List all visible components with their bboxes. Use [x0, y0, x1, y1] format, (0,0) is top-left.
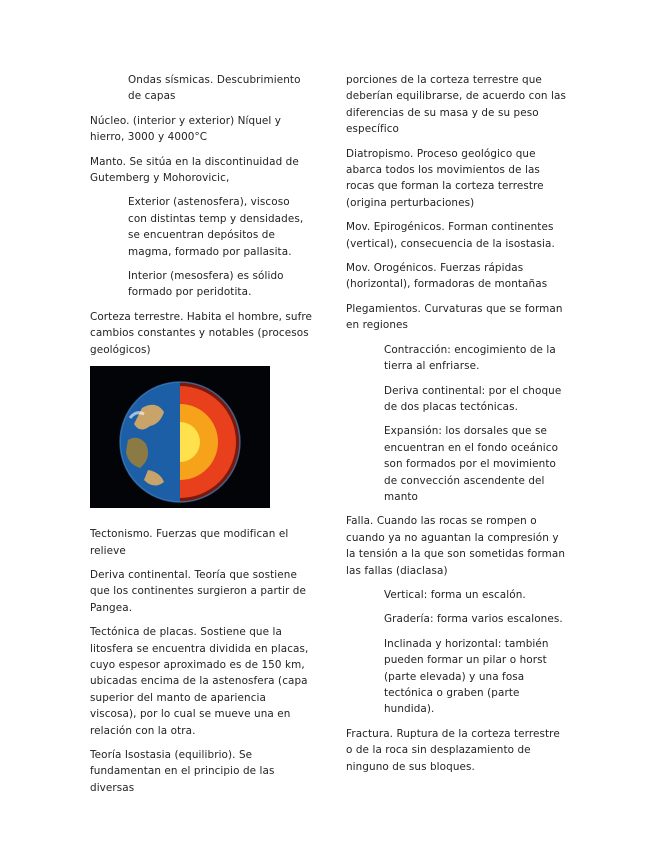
left-column: [90, 72, 312, 804]
paragraph-vertical: Vertical: forma un escalón.: [384, 588, 526, 601]
paragraph-corteza: Corteza terrestre. Habita el hombre, sufre cambios constantes y notables (procesos geológicos): [90, 310, 312, 356]
paragraph-tectonismo: Tectonismo. Fuerzas que modifican el relieve: [90, 528, 289, 557]
paragraph-mov-epirogenicos: Mov. Epirogénicos. Forman continentes (vertical), consecuencia de la isostasia.: [346, 221, 555, 250]
paragraph-fractura: Fractura. Ruptura de la corteza terrestre o de la roca sin desplazamiento de ninguno de sus bloques.: [346, 727, 560, 773]
paragraph-isostasia: Teoría Isostasia (equilibrio). Se fundamentan en el principio de las diversas: [90, 748, 275, 794]
right-column: [346, 72, 568, 783]
paragraph-nucleo: Núcleo. (interior y exterior) Níquel y hierro, 3000 y 4000°C: [90, 114, 282, 144]
paragraph-diatropismo: Diatropismo. Proceso geológico que abarca todos los movimientos de las rocas que forman la corteza terrestre (origina perturbaciones): [346, 147, 544, 209]
earth-cross-section-figure: [90, 366, 270, 508]
paragraph-inclinada: Inclinada y horizontal: también pueden formar un pilar o horst (parte elevada) y una fosa tectónica o graben (parte hundida).: [384, 637, 549, 716]
paragraph-expansion: Expansión: los dorsales que se encuentran en el fondo oceánico son formados por el movimiento de convección ascendente del manto: [384, 425, 559, 503]
paragraph-isostasia-cont: porciones de la corteza terrestre que deberían equilibrarse, de acuerdo con las diferencias de su masa y de su peso específico: [346, 74, 566, 136]
paragraph-mov-orogenicos: Mov. Orogénicos. Fuerzas rápidas (horizontal), formadoras de montañas: [346, 262, 548, 291]
paragraph-manto-interior: Interior (mesosfera) es sólido formado por peridotita.: [128, 270, 284, 299]
paragraph-manto: Manto. Se sitúa en la discontinuidad de Gutemberg y Mohorovicic,: [90, 155, 299, 185]
paragraph-contraccion: Contracción: encogimiento de la tierra al enfriarse.: [384, 343, 556, 373]
paragraph-deriva-continental: Deriva continental. Teoría que sostiene que los continentes surgieron a partir de Pangea.: [90, 568, 306, 614]
paragraph-manto-exterior: Exterior (astenosfera), viscoso con distintas temp y densidades, se encuentran depósitos de magma, formado por pallasita.: [128, 196, 304, 258]
paragraph-falla: Falla. Cuando las rocas se rompen o cuando ya no aguantan la compresión y la tensión a la que son sometidas forman las fallas (diaclasa): [346, 515, 566, 577]
paragraph-deriva: Deriva continental: por el choque de dos placas tectónicas.: [384, 384, 562, 413]
paragraph-graderia: Gradería: forma varios escalones.: [384, 613, 563, 626]
earth-cross-section-icon: [90, 366, 270, 508]
paragraph-ondas-sismicas: Ondas sísmicas. Descubrimiento de capas: [128, 74, 301, 103]
paragraph-plegamientos: Plegamientos. Curvaturas que se forman en regiones: [346, 302, 563, 332]
paragraph-tectonica-placas: Tectónica de placas. Sostiene que la litosfera se encuentra dividida en placas, cuyo espesor aproximado es de 150 km, ubicadas encima de la astenosfera (capa superior del manto de apariencia viscosa), por lo cual se mueve una en relación con la otra.: [90, 626, 309, 737]
